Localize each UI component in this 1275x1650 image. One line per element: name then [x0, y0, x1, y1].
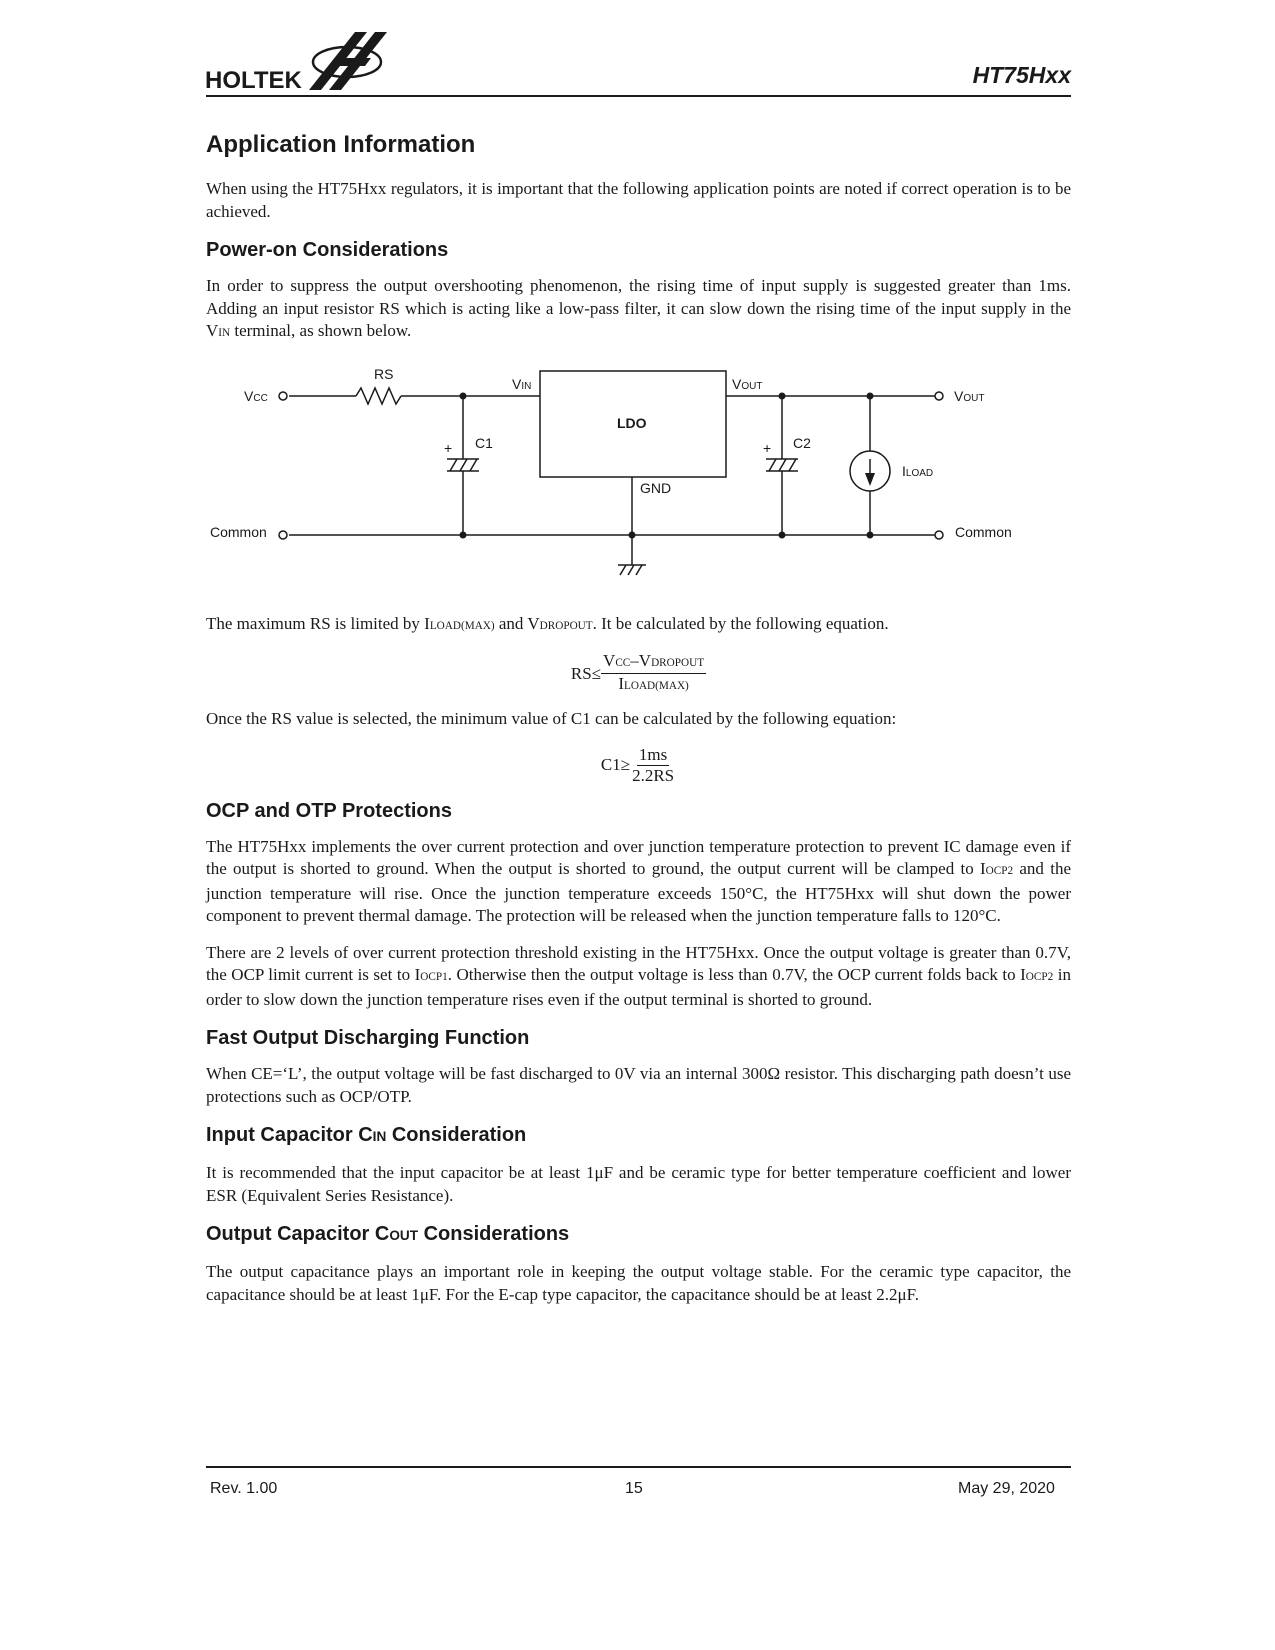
ocp-otp-paragraph-1: The HT75Hxx implements the over current protection and over junction temperature protection to prevent IC damage even if the output is shorted to ground. When the output is shorted to ground, the output current will be clamped to IOCP2 and the junction temperature will rise. Once the junction temperature exceeds 150°C, the HT75Hxx will shut down the power component to prevent thermal damage. The protection will be released when the junction temperature falls to 120°C.	[206, 836, 1071, 925]
section-title-power-on: Power-on Considerations	[206, 239, 449, 261]
label-c1-plus: +	[444, 439, 453, 456]
output-capacitor-paragraph: The output capacitance plays an important role in keeping the output voltage stable. For the ceramic type capacitor, the capacitance should be at least 1μF. For the E-cap type capacitor, the capacitance should be at least 2.2μF.	[206, 1262, 1071, 1304]
input-capacitor-paragraph: It is recommended that the input capacitor be at least 1μF and be ceramic type for better temperature coefficient and lower ESR (Equivalent Series Resistance).	[206, 1163, 1071, 1205]
label-gnd: GND	[640, 479, 672, 496]
section-title-input-capacitor: Input Capacitor CIN Consideration	[206, 1124, 527, 1146]
label-vcc: VCC	[244, 387, 268, 404]
label-vin: VIN	[512, 375, 532, 392]
footer-divider	[206, 1466, 1071, 1468]
fast-discharge-paragraph: When CE=‘L’, the output voltage will be fast discharged to 0V via an internal 300Ω resistor. This discharging path doesn’t use protections such as OCP/OTP.	[206, 1064, 1071, 1106]
label-common-left: Common	[210, 523, 267, 540]
section-power-on	[206, 237, 1071, 786]
label-vout: VOUT	[732, 375, 763, 392]
document-id: HT75Hxx	[972, 62, 1071, 88]
equation-c1: C1≥ $\frac{1ms}{2.2RS}$	[600, 744, 675, 785]
power-on-paragraph-1: In order to suppress the output overshooting phenomenon, the rising time of input supply is suggested greater than 1ms. Adding an input resistor RS which is acting like a low-pass filter, it can slow down the rising time of the input supply in the VIN terminal, as shown below.	[206, 276, 1071, 340]
holtek-logo	[205, 30, 405, 96]
ocp-otp-paragraph-2: There are 2 levels of over current protection threshold existing in the HT75Hxx. Once the output voltage is greater than 0.7V, the OCP limit current is set to IOCP1. Otherwise then the output voltage is less than 0.7V, the OCP current folds back to IOCP2 in order to slow down the junction temperature rises even if the output terminal is shorted to ground.	[206, 942, 1071, 1009]
section-fast-discharge	[206, 1025, 1071, 1108]
logo-wordmark: HOLTEK	[205, 67, 302, 94]
label-vout-terminal: VOUT	[954, 387, 985, 404]
label-c2-plus: +	[763, 439, 772, 456]
label-ldo: LDO	[617, 414, 647, 431]
label-common-right: Common	[955, 523, 1012, 540]
ldo-circuit-diagram	[206, 359, 1071, 609]
equation-rs: RS≤ $\frac{\text{VCC–VDROPOUT}}{\text{ILOAD(MAX)}}$	[570, 651, 705, 693]
section-title-output-capacitor: Output Capacitor COUT Considerations	[206, 1223, 570, 1245]
section-output-capacitor	[206, 1221, 1071, 1306]
header-divider	[206, 95, 1071, 97]
page-title: Application Information	[206, 131, 476, 158]
label-c2: C2	[793, 434, 811, 451]
section-title-fast-discharge: Fast Output Discharging Function	[206, 1027, 530, 1049]
power-on-paragraph-3: Once the RS value is selected, the minimum value of C1 can be calculated by the following equation:	[206, 709, 897, 728]
footer-page-number: 15	[625, 1480, 643, 1497]
label-iload: ILOAD	[902, 462, 934, 479]
main-content	[206, 130, 1071, 1320]
footer-revision: Rev. 1.00	[210, 1480, 278, 1497]
footer-date: May 29, 2020	[958, 1480, 1055, 1497]
label-c1: C1	[475, 434, 493, 451]
power-on-paragraph-2: The maximum RS is limited by ILOAD(MAX) and VDROPOUT. It be calculated by the following equation.	[206, 613, 889, 633]
intro-paragraph: When using the HT75Hxx regulators, it is important that the following application points are noted if correct operation is to be achieved.	[206, 179, 1071, 221]
section-ocp-otp	[206, 798, 1071, 1012]
label-rs: RS	[374, 365, 394, 382]
section-title-ocp-otp: OCP and OTP Protections	[206, 799, 452, 822]
section-input-capacitor	[206, 1122, 1071, 1207]
